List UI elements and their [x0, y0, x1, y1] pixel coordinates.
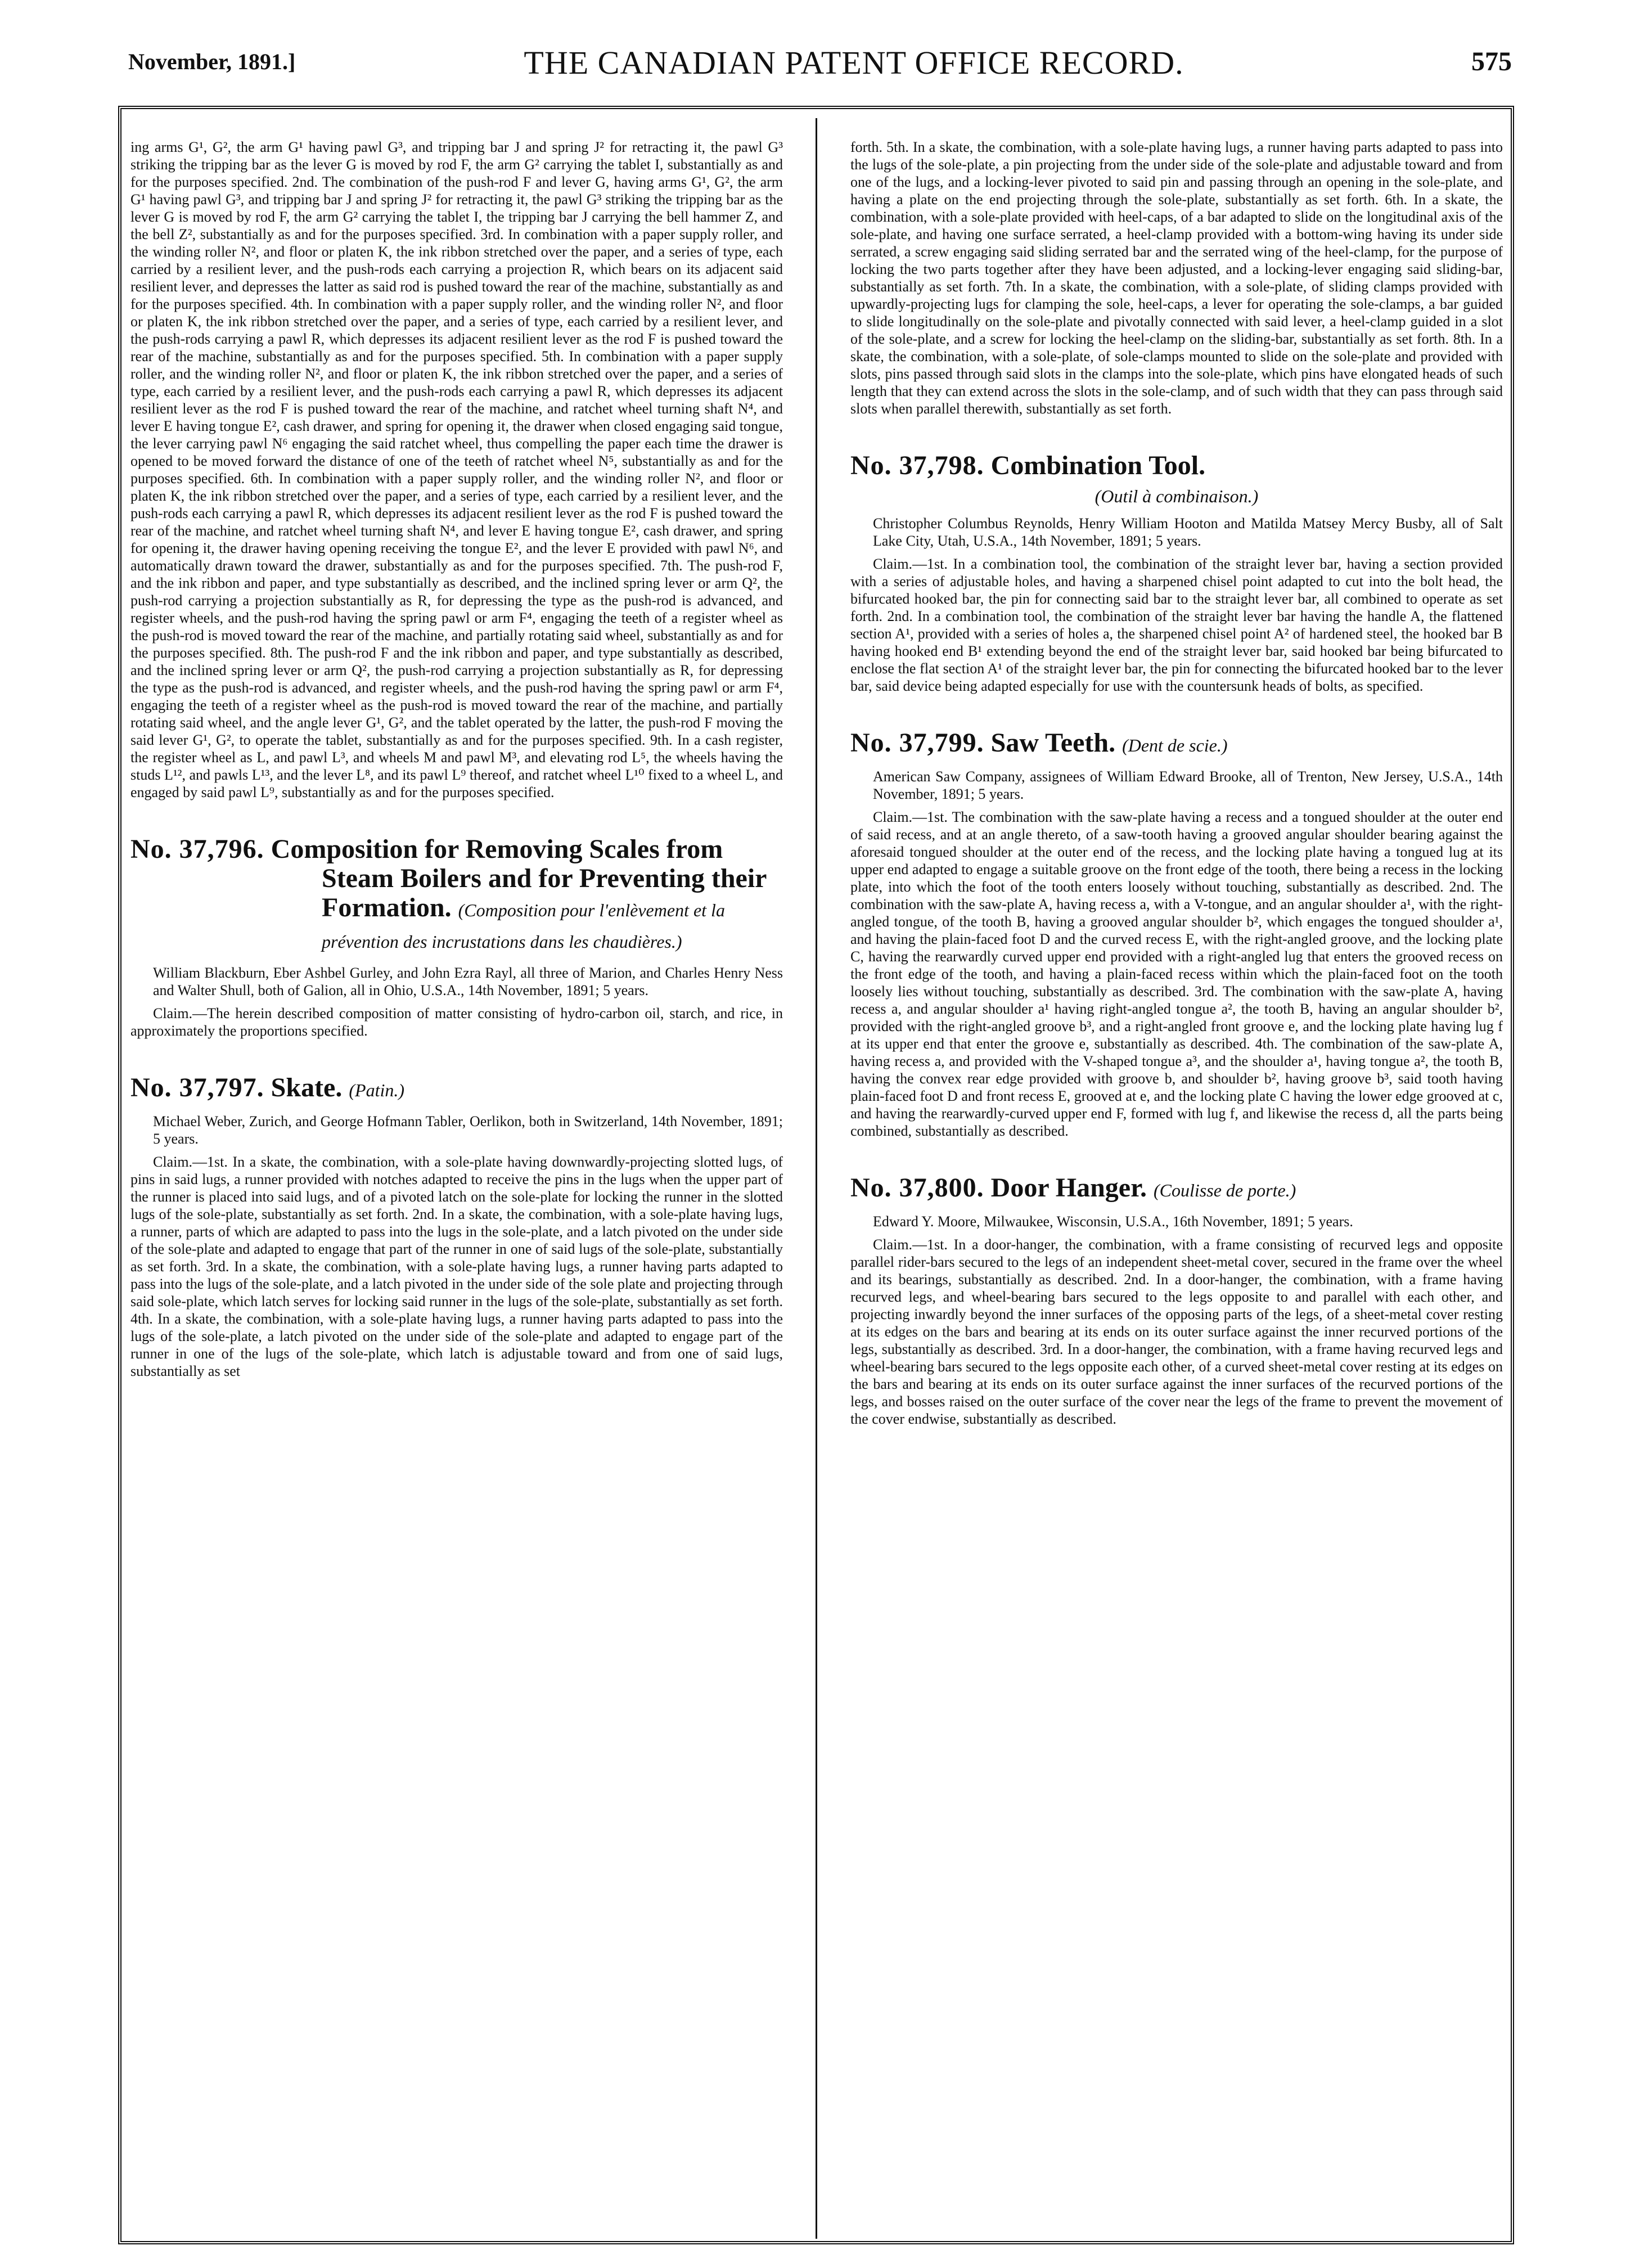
patent-number: No. 37,797.	[130, 1073, 264, 1102]
patent-french-title: (Dent de scie.)	[1122, 735, 1228, 755]
continued-claims-text: forth. 5th. In a skate, the combination, with a sole-plate having lugs, a runner having parts adapted to pass into the lugs of the sole-plate, a pin projecting from the under side of the sole-plate and adjustable toward and from one of the lugs, and a locking-lever pivoted to said pin and passing through an opening in the sole-plate, and having a plate on the end projecting through the sole-plate, substantially as set forth. 6th. In a skate, the combination, with a sole-plate provided with heel-caps, of a bar adapted to slide on the longitudinal axis of the sole-plate, and having one surface serrated, a heel-clamp provided with a bottom-wing having its under side serrated, a screw engaging said sliding serrated bar and the serrated wing of the heel-clamp, for the purpose of locking the two parts together after they have been adjusted, and a locking-lever engaging said sliding-bar, substantially as set forth. 7th. In a skate, the combination, with a sole-plate, of sliding clamps provided with upwardly-projecting lugs for clamping the sole, heel-caps, a lever for operating the sole-clamps, a bar guided to slide longitudinally on the sole-plate and pivotally connected with said lever, a heel-clamp guided in a slot of the sole-plate, and a screw for locking the heel-clamp on the sliding-bar, substantially as set forth. 8th. In a skate, the combination, with a sole-plate, of sole-clamps mounted to slide on the sole-plate and provided with slots, pins passed through said slots in the clamps into the sole-plate, which pins have elongated heads of such length that they can extend across the slots in the sole-clamp, and of such width that they can pass through said slots when parallel therewith, substantially as set forth.	[850, 139, 1503, 417]
running-head	[128, 44, 1512, 89]
patent-heading	[850, 728, 1503, 760]
patent-heading	[850, 451, 1503, 480]
left-column	[130, 138, 783, 2229]
patent-claims: Claim.—1st. In a skate, the combination, with a sole-plate having downwardly-projecting slotted lugs, of pins in said lugs, a runner provided with notches adapted to receive the pins in the lugs when the upper part of the runner is placed into said lugs, and of a pivoted latch on the sole-plate for locking the runner in the slotted lugs of the sole-plate, substantially as set forth. 2nd. In a skate, the combination, with a sole-plate having lugs, a runner, parts of which are adapted to pass into the lugs in the sole-plate, and a latch pivoted on the under side of the sole-plate and adapted to engage that part of the runner in one of said lugs of the sole-plate, substantially as set forth. 3rd. In a skate, the combination, with a sole-plate having lugs, a runner having parts adapted to pass into the lugs of the sole-plate, and a latch pivoted in the under side of the sole plate and projecting through said sole-plate, which latch serves for locking said runner in the lugs of the sole-plate, substantially as set forth. 4th. In a skate, the combination, with a sole-plate having lugs, a runner having parts adapted to pass into the lugs of the sole-plate, a latch pivoted on the under side of the sole-plate and adapted to engage part of the runner in one of the lugs of the sole-plate, which latch is adjustable toward and from one of said lugs, substantially as set	[130, 1154, 783, 1379]
patent-parties: American Saw Company, assignees of William Edward Brooke, all of Trenton, New Jersey, U.S.A., 14th November, 1891; 5 years.	[873, 768, 1503, 802]
column-divider	[816, 118, 817, 2239]
issue-date: November, 1891.]	[128, 49, 296, 74]
patent-french-title: (Patin.)	[349, 1080, 404, 1100]
patent-claims: Claim.—The herein described composition of matter consisting of hydro-carbon oil, starch, and rice, in approximately the proportions specified.	[130, 1005, 783, 1039]
patent-heading	[850, 1173, 1503, 1205]
patent-heading	[130, 835, 783, 956]
patent-entry-37800	[850, 1173, 1503, 1428]
patent-claims: Claim.—1st. In a combination tool, the combination of the straight lever bar, having a section provided with a series of adjustable holes, and having a sharpened chisel point adapted to cut into the bolt head, the bifurcated hooked bar, the pin for connecting said bar to the straight lever bar, all combined to operate as set forth. 2nd. In a combination tool, the combination of the straight lever bar having the handle A, the flattened section A¹, provided with a series of holes a, the sharpened chisel point A² of hardened steel, the hooked bar B having hooked end B¹ extending beyond the end of the straight lever bar, said hooked bar being bifurcated to enclose the flat section A¹ of the straight lever bar, the pin for connecting the bifurcated hooked bar to the lever bar, said device being adapted especially for use with the countersunk heads of bolts, as specified.	[850, 556, 1503, 694]
publication-title: THE CANADIAN PATENT OFFICE RECORD.	[524, 44, 1184, 81]
patent-heading	[130, 1073, 783, 1105]
patent-entry-37798	[850, 451, 1503, 695]
patent-title: Door Hanger.	[990, 1173, 1147, 1203]
patent-entry-37799	[850, 728, 1503, 1140]
patent-parties: William Blackburn, Eber Ashbel Gurley, and John Ezra Rayl, all three of Marion, and Charles Henry Ness and Walter Shull, both of Galion, all in Ohio, U.S.A., 14th November, 1891; 5 years.	[153, 965, 783, 998]
patent-entry-37796	[130, 835, 783, 1040]
patent-title: Skate.	[271, 1073, 343, 1102]
patent-claims: Claim.—1st. The combination with the saw-plate having a recess and a tongued shoulder at the outer end of said recess, and at an angle thereto, of a saw-tooth having a grooved angular shoulder bearing against the aforesaid tongued shoulder at the outer end of the recess, and the locking plate having a tongued lug at its upper end adapted to engage a suitable groove on the front edge of the tooth, there being a recess in the locking plate, into which the foot of the tooth enters loosely without touching, substantially as described. 2nd. The combination with the saw-plate A, having recess a, with a V-tongue, and an angular shoulder a¹, with the right-angled tongue, of the tooth B, having a grooved angular shoulder b², which engages the tongued shoulder a¹, and having the plain-faced foot D and the curved recess E, with the right-angled groove, and the locking plate C, having the rearwardly curved upper end provided with a right-angled lug that enters the grooved recess on the front edge of the tooth, and having a plain-faced recess within which the plain-faced foot on the tooth loosely lies without touching, substantially as described. 3rd. The combination with the saw-plate A, having recess a, and angular shoulder a¹ having right-angled tongue a², the tooth B, having an angular shoulder b², provided with the right-angled groove b³, and a right-angled front groove e, and the locking plate having lug f at its upper end that enter the groove e, substantially as described. 4th. The combination of the saw-plate A, having recess a, and provided with the V-shaped tongue a³, and the shoulder a¹, having tongue a², the tooth B, having the convex rear edge provided with groove b, and shoulder b², having groove b³, said tooth having plain-faced foot D and front recess E, grooved at e, and the locking plate C having the lower edge grooved at c, and having the rearwardly-curved upper end F, formed with lug f, and likewise the recess d, all the parts being combined, substantially as described.	[850, 809, 1503, 1139]
patent-number: No. 37,800.	[850, 1173, 984, 1203]
patent-title: Composition for Removing Scales from Steam Boilers and for Preventing their Formation.	[271, 834, 767, 922]
patent-french-title: (Coulisse de porte.)	[1154, 1180, 1296, 1200]
patent-claims: Claim.—1st. In a door-hanger, the combination, with a frame consisting of recurved legs and opposite parallel rider-bars secured to the legs of an independent sheet-metal cover, secured in the frame over the wheel and its bearings, substantially as described. 2nd. In a door-hanger, the combination, with a frame having recurved legs, and wheel-bearing bars secured to the legs opposite to and parallel with each other, and projecting inwardly beyond the inner surfaces of the opposing parts of the legs, of a sheet-metal cover resting at its edges on the bars and bearing at its ends on its outer surface against the inner recurved portions of the legs, substantially as described. 3rd. In a door-hanger, the combination, with a frame having recurved legs and wheel-bearing bars secured to the legs opposite each other, of a curved sheet-metal cover resting at its edges on the bars and bearing at its ends on its outer surface against the inner surfaces of the recurved portions of the legs, and bosses raised on the outer surface of the cover near the legs of the frame to prevent the movement of the cover endwise, substantially as described.	[850, 1236, 1503, 1427]
patent-french-title: (Composition pour l'enlèvement et la prévention des incrustations dans les chaudières.)	[322, 900, 725, 952]
patent-parties: Michael Weber, Zurich, and George Hofmann Tabler, Oerlikon, both in Switzerland, 14th November, 1891; 5 years.	[153, 1113, 783, 1147]
patent-parties: Edward Y. Moore, Milwaukee, Wisconsin, U.S.A., 16th November, 1891; 5 years.	[873, 1213, 1353, 1230]
patent-number: No. 37,796.	[130, 834, 264, 864]
patent-number: No. 37,798.	[850, 451, 984, 480]
patent-title: Saw Teeth.	[990, 728, 1116, 758]
patent-parties: Christopher Columbus Reynolds, Henry William Hooton and Matilda Matsey Mercy Busby, all of Salt Lake City, Utah, U.S.A., 14th November, 1891; 5 years.	[873, 515, 1503, 549]
patent-entry-37797	[130, 1073, 783, 1380]
page-number: 575	[1471, 47, 1512, 76]
patent-title: Combination Tool.	[990, 451, 1206, 480]
patent-french-title: (Outil à combinaison.)	[1094, 486, 1259, 506]
right-column	[850, 138, 1503, 2229]
patent-number: No. 37,799.	[850, 728, 984, 758]
continued-claims-text: ing arms G¹, G², the arm G¹ having pawl G³, and tripping bar J and spring J² for retracting it, the pawl G³ striking the tripping bar as the lever G is moved by rod F, the arm G² carrying the tablet I, substantially as and for the purposes specified. 2nd. The combination of the push-rod F and lever G, having arms G¹, G², the arm G¹ having pawl G³, and tripping bar J and spring J² for retracting it, the pawl G³ striking the tripping bar as the lever G is moved by rod F, the arm G² carrying the tablet I, the tripping bar J carrying the bell hammer Z, and the bell Z², substantially as and for the purposes specified. 3rd. In combination with a paper supply roller, and the winding roller N², and floor or platen K, the ink ribbon stretched over the paper, and a series of type, each carried by a resilient lever, and the push-rods each carrying a projection R, which bears on its adjacent said resilient lever, and depresses the latter as said rod is pushed toward the rear of the machine, substantially as and for the purposes specified. 4th. In combination with a paper supply roller, and the winding roller N², and floor or platen K, the ink ribbon stretched over the paper, and a series of type, each carried by a resilient lever, and the push-rods carrying a pawl R, which depresses its adjacent resilient lever as the rod F is pushed toward the rear of the machine, substantially as and for the purposes specified. 5th. In combination with a paper supply roller, and the winding roller N², and floor or platen K, the ink ribbon stretched over the paper, and a series of type, each carried by a resilient lever, and the push-rods each carrying a pawl R, which depresses its adjacent resilient lever as the rod F is pushed toward the rear of the machine, and ratchet wheel turning shaft N⁴, and lever E having tongue E², cash drawer, and spring for opening it, the drawer when closed engaging said tongue, the lever carrying pawl N⁶ engaging the said ratchet wheel, thus compelling the paper each time the drawer is opened to be moved forward the distance of one of the teeth of ratchet wheel N⁵, substantially as and for the purposes specified. 6th. In combination with a paper supply roller, and the winding roller N², and floor or platen K, the ink ribbon stretched over the paper, and a series of type, each carried by a resilient lever, and the push-rods each carrying a pawl R, which depresses its adjacent resilient lever as the rod F is pushed toward the rear of the machine, and ratchet wheel turning shaft N⁴, and lever E having tongue E², cash drawer, and spring for opening it, the drawer having opening receiving the tongue E², and the lever E provided with pawl N⁶, and automatically drawn toward the drawer, substantially as and for the purposes specified. 7th. The push-rod F, and the ink ribbon and paper, and type substantially as described, and the inclined spring lever or arm Q², the push-rod carrying a projection substantially as R, for depressing the type as the push-rod is advanced, and register wheels, and the push-rod having the spring pawl or arm F⁴, engaging the teeth of a register wheel as the push-rod is moved toward the rear of the machine, and partially rotating said wheel, substantially as and for the purposes specified. 8th. The push-rod F and the ink ribbon and paper, and type substantially as described, and the inclined spring lever or arm Q², the push-rod carrying a projection substantially as R, for depressing the type as the push-rod is advanced, and register wheels, and the push-rod having the spring pawl or arm F⁴, engaging the teeth of a register wheel as the push-rod is moved toward the rear of the machine, and partially rotating said wheel, and the angle lever G¹, G², and the tablet operated by the latter, the push-rod F moving the said lever G¹, G², to operate the tablet, substantially as and for the purposes specified. 9th. In a cash register, the register wheel as L, and pawl L³, and wheels M and pawl M³, and elevating rod L⁵, the wheels having the studs L¹², and pawls L¹³, and the lever L⁸, and its pawl L⁹ thereof, and ratchet wheel L¹⁰ fixed to a wheel L, and engaged by said pawl L⁹, substantially as and for the purposes specified.	[130, 139, 783, 800]
